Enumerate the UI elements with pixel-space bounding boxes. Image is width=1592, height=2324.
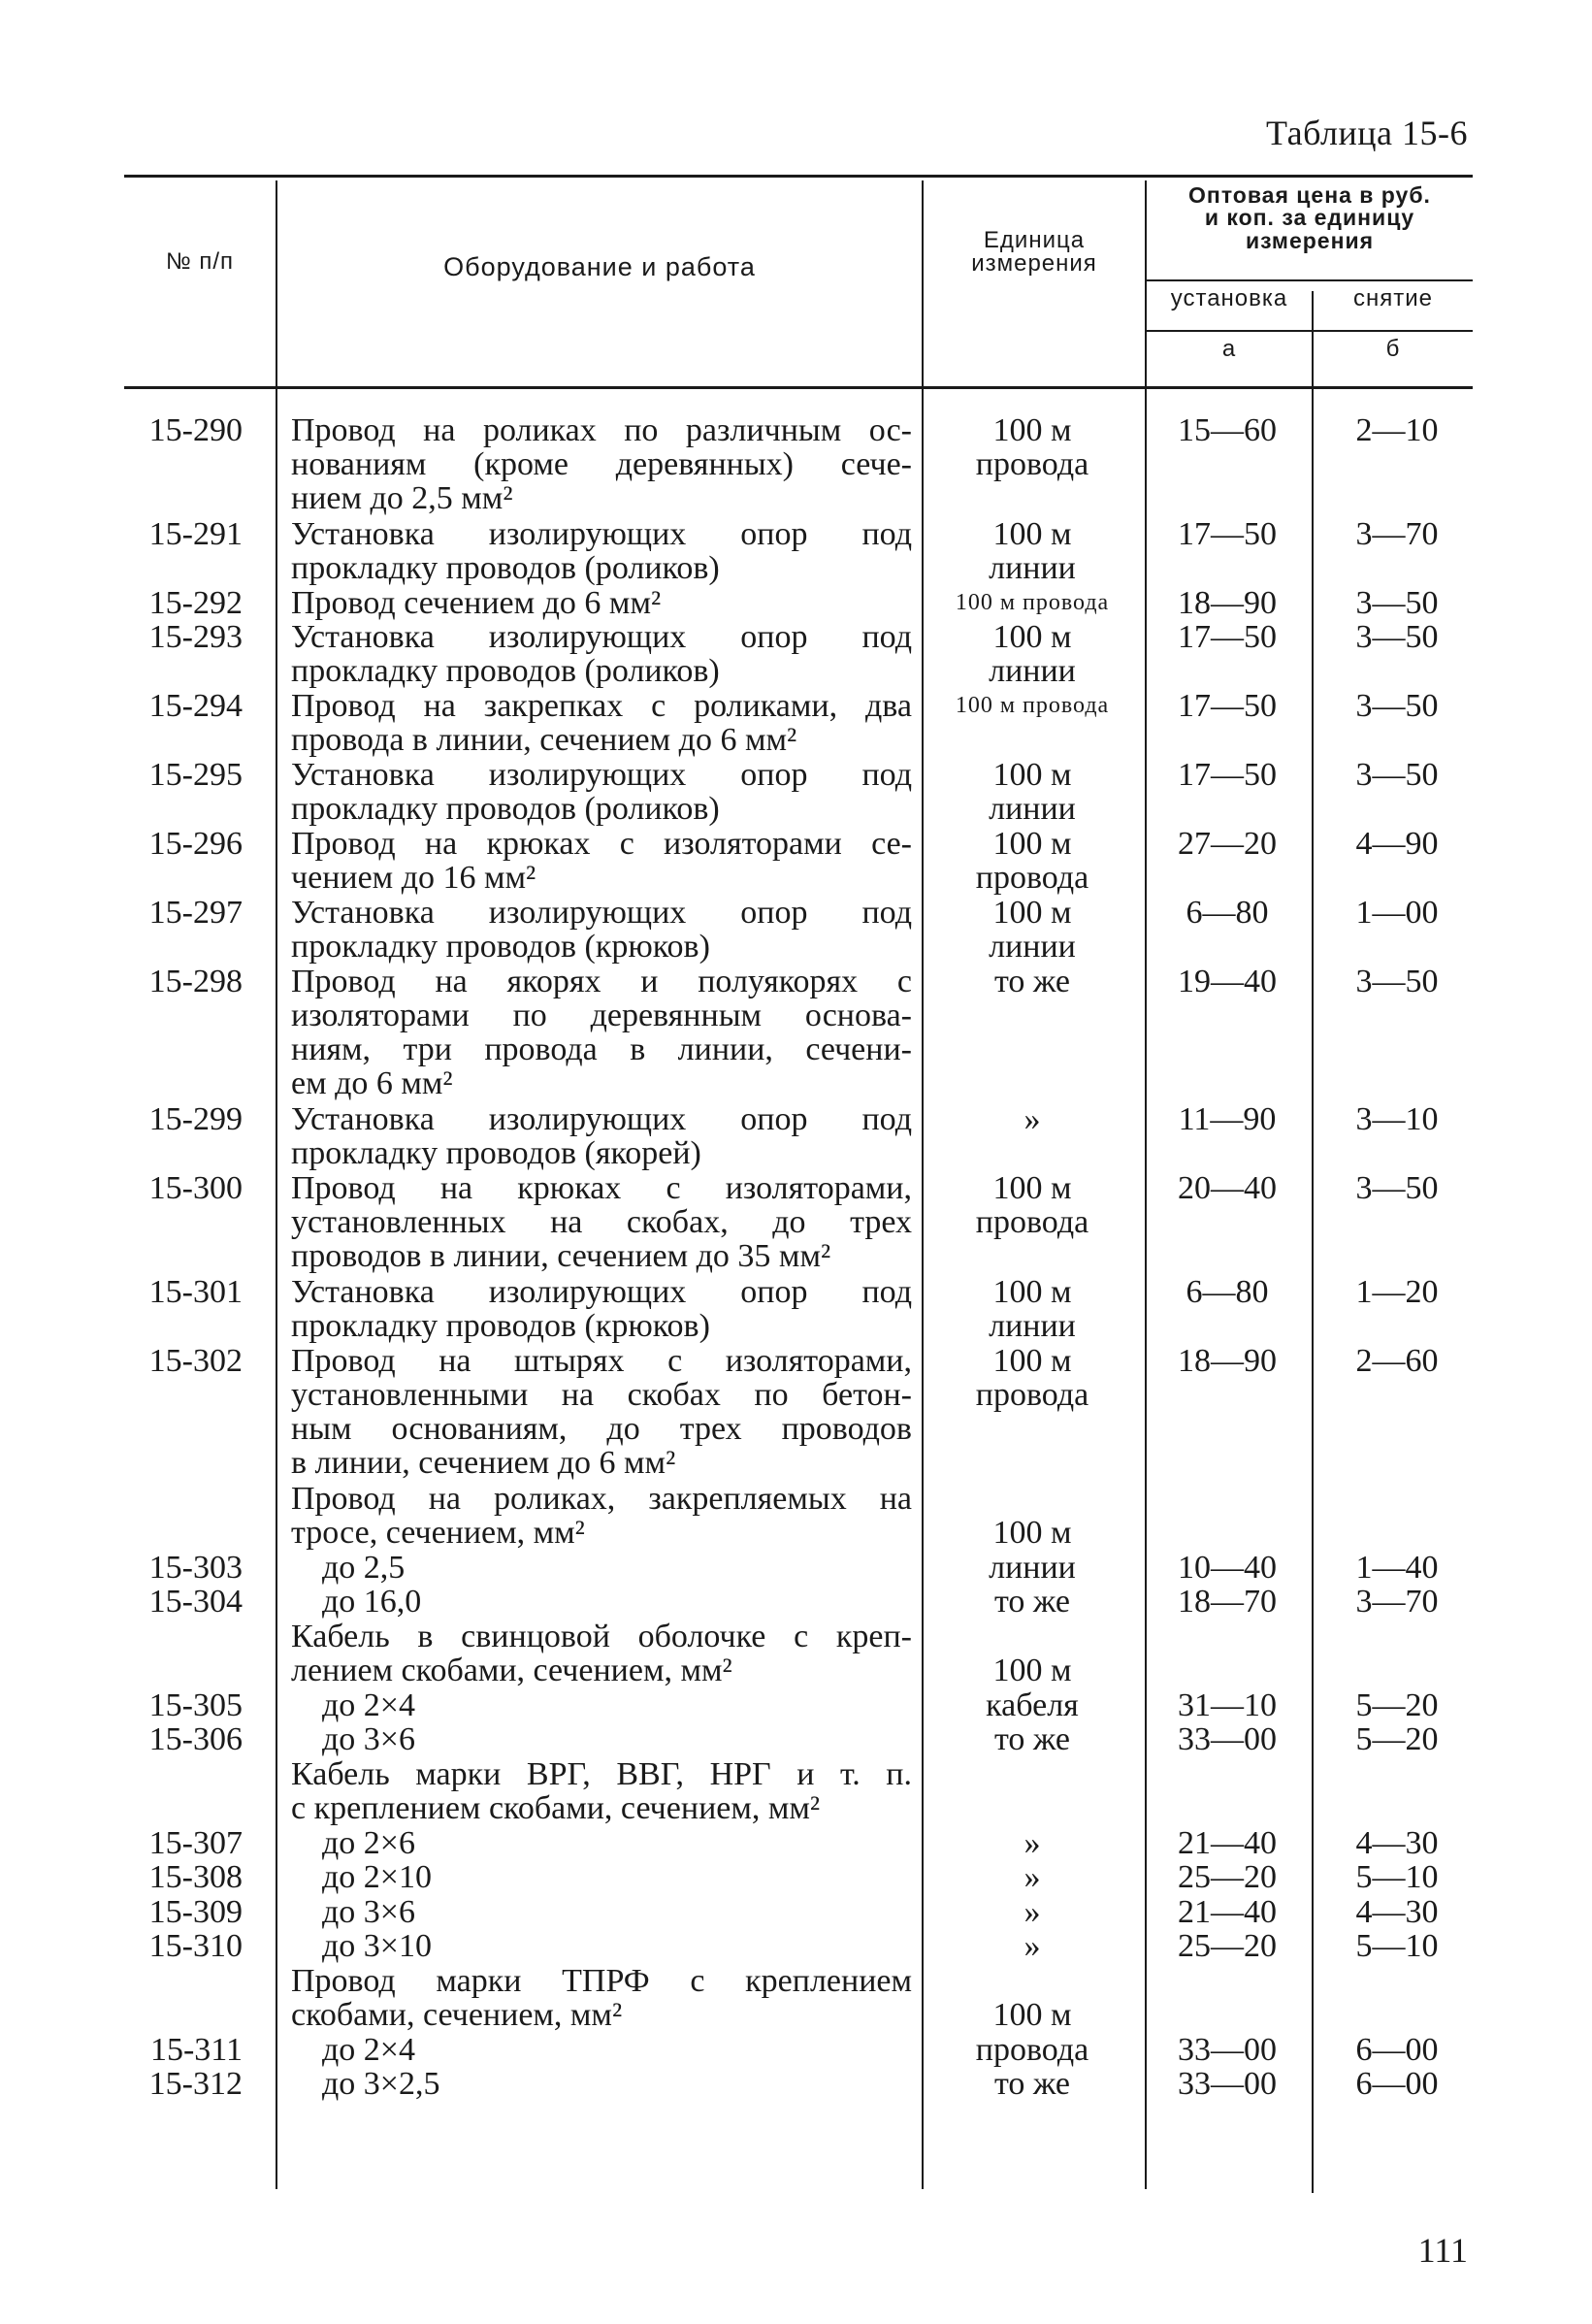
row-unit: [922, 1585, 1143, 1619]
row-number: 15-290: [148, 412, 243, 448]
description-line: с креплением скобами, сечением, мм²: [291, 1790, 821, 1825]
row-description: [291, 1826, 912, 1860]
row-number: 15-307: [148, 1824, 243, 1861]
price-install: 25—20: [1178, 1859, 1277, 1895]
row-number: 15-306: [148, 1721, 243, 1757]
unit-line: 100 м: [992, 1343, 1072, 1378]
row-number: 15-312: [148, 2066, 243, 2102]
unit-line: линии: [989, 1550, 1076, 1585]
row-unit: [922, 1344, 1143, 1412]
price-install: 31—10: [1178, 1686, 1277, 1723]
description-line: провода в линии, сечением до 6 мм²: [291, 723, 797, 757]
unit-line: »: [1023, 1860, 1041, 1894]
description-line: прокладку проводов (крюков): [291, 930, 710, 964]
description-line: до 3×6: [322, 1722, 415, 1756]
description-line: Провод на закрепках с роликами, два: [291, 689, 912, 723]
description-line: прокладку проводов (крюков): [291, 1308, 710, 1343]
description-line: прокладку проводов (якорей): [291, 1136, 701, 1170]
row-number: 15-310: [148, 1928, 243, 1964]
row-unit: [922, 1102, 1143, 1136]
row-number: 15-299: [148, 1101, 243, 1137]
description-line: Провод сечением до 6 мм²: [291, 585, 662, 620]
unit-line: то же: [993, 2067, 1071, 2101]
description-line: Провод на крюках с изоляторами,: [291, 1171, 912, 1205]
row-description: [291, 2067, 912, 2101]
description-line: ным основаниям, до трех проводов: [291, 1411, 912, 1446]
row-unit: [922, 620, 1143, 688]
price-remove: 3—10: [1355, 1101, 1439, 1137]
row-unit: [922, 1171, 1143, 1239]
description-line: Провод на роликах, закрепляемых на: [291, 1481, 912, 1516]
description-line: Провод на якорях и полуякорях с: [291, 965, 912, 998]
price-install: 17—50: [1178, 688, 1277, 724]
unit-line: [922, 1482, 1143, 1516]
row-number: 15-297: [148, 895, 243, 931]
description-line: до 2×4: [322, 2032, 415, 2067]
row-unit: [922, 1482, 1143, 1550]
unit-line: провода: [975, 1377, 1089, 1412]
row-description: [291, 1929, 912, 1963]
row-unit: [922, 1757, 1143, 1791]
row-description: [291, 827, 912, 895]
description-line: ем до 6 мм²: [291, 1066, 453, 1100]
price-remove: 4—90: [1355, 826, 1439, 862]
row-description: [291, 1620, 912, 1687]
price-install: 17—50: [1178, 515, 1277, 552]
row-number: 15-296: [148, 826, 243, 862]
unit-line: 100 м: [992, 1171, 1072, 1205]
row-description: [291, 1551, 912, 1585]
row-unit: [922, 758, 1143, 826]
unit-line: 100 м: [992, 1515, 1072, 1550]
price-install: 21—40: [1178, 1893, 1277, 1930]
unit-line: »: [1023, 1825, 1041, 1860]
unit-line: линии: [989, 654, 1076, 688]
description-line: Провод на роликах по различным ос-: [291, 413, 912, 447]
price-install: 33—00: [1178, 1721, 1277, 1757]
price-remove: 5—20: [1355, 1721, 1439, 1757]
description-line: до 2×10: [322, 1860, 432, 1894]
row-number: 15-309: [148, 1893, 243, 1930]
row-description: [291, 1757, 912, 1825]
row-description: [291, 620, 912, 688]
row-number: 15-304: [148, 1584, 243, 1620]
header-price-line-3: измерения: [1245, 227, 1375, 253]
header-remove: снятие: [1353, 285, 1433, 311]
unit-line: то же: [993, 965, 1071, 998]
price-remove: 3—50: [1355, 688, 1439, 724]
unit-line: провода: [975, 1205, 1089, 1239]
price-install: 6—80: [1186, 895, 1269, 931]
row-unit: [922, 586, 1143, 620]
unit-line: кабеля: [986, 1687, 1079, 1722]
header-unit-line-1: Единица: [983, 227, 1086, 253]
description-line: Установка изолирующих опор под: [291, 896, 912, 930]
header-price-line-1: Оптовая цена в руб.: [1188, 182, 1431, 208]
row-unit: [922, 1860, 1143, 1894]
description-line: Кабель марки ВРГ, ВВГ, НРГ и т. п.: [291, 1756, 912, 1791]
price-install: 17—50: [1178, 619, 1277, 655]
unit-line: 100 м провода: [955, 693, 1110, 718]
row-unit: [922, 689, 1143, 723]
row-unit: [922, 1275, 1143, 1343]
description-line: ниям, три провода в линии, сечени-: [291, 1032, 912, 1066]
row-description: [291, 965, 912, 1100]
description-line: до 2×6: [322, 1825, 415, 1860]
row-unit: [922, 2067, 1143, 2101]
description-line: Провод на штырях с изоляторами,: [291, 1343, 912, 1378]
row-number: 15-303: [148, 1549, 243, 1586]
unit-line: линии: [989, 792, 1076, 826]
description-line: чением до 16 мм²: [291, 861, 536, 895]
row-description: [291, 1585, 912, 1619]
unit-line: 100 м: [992, 413, 1072, 447]
price-remove: 3—50: [1355, 964, 1439, 999]
unit-line: 100 м: [992, 827, 1072, 861]
price-remove: 1—00: [1355, 895, 1439, 931]
row-description: [291, 1895, 912, 1929]
page-number: 111: [1417, 2231, 1468, 2270]
price-remove: 4—30: [1355, 1824, 1439, 1861]
row-description: [291, 1171, 912, 1273]
unit-line: »: [1023, 1894, 1041, 1929]
price-install: 25—20: [1178, 1928, 1277, 1964]
price-install: 18—90: [1178, 584, 1277, 621]
row-number: 15-308: [148, 1859, 243, 1895]
description-line: Установка изолирующих опор под: [291, 516, 912, 551]
unit-line: 100 м: [992, 516, 1072, 551]
price-install: 11—90: [1178, 1101, 1277, 1137]
price-install: 17—50: [1178, 757, 1277, 793]
unit-line: 100 м: [992, 1274, 1072, 1309]
row-description: [291, 1102, 912, 1170]
row-number: 15-292: [148, 584, 243, 621]
price-install: 33—00: [1178, 2031, 1277, 2068]
price-install: 20—40: [1178, 1170, 1277, 1206]
price-subheader-rule: [1145, 279, 1473, 281]
ab-subheader-rule: [1145, 330, 1473, 332]
row-unit: [922, 2033, 1143, 2067]
unit-line: провода: [975, 861, 1089, 895]
row-unit: [922, 413, 1143, 481]
unit-line: 100 м: [992, 1997, 1072, 2032]
row-number: 15-311: [149, 2031, 243, 2068]
row-description: [291, 689, 912, 757]
unit-line: 100 м: [992, 896, 1072, 930]
price-remove: 3—50: [1355, 757, 1439, 793]
row-unit: [922, 896, 1143, 964]
row-unit: [922, 1551, 1143, 1585]
description-line: изоляторами по деревянным основа-: [291, 998, 912, 1032]
row-number: 15-302: [148, 1342, 243, 1379]
unit-line: линии: [989, 930, 1076, 964]
description-line: прокладку проводов (роликов): [291, 792, 720, 826]
description-line: до 3×6: [322, 1894, 415, 1929]
unit-line: »: [1023, 1102, 1041, 1136]
description-line: Установка изолирующих опор под: [291, 758, 912, 792]
unit-line: провода: [975, 447, 1089, 481]
price-remove: 6—00: [1355, 2066, 1439, 2102]
row-description: [291, 1688, 912, 1722]
table-title: Таблица 15-6: [1266, 114, 1468, 152]
header-price: [1147, 184, 1473, 252]
row-description: [291, 1482, 912, 1550]
row-description: [291, 1344, 912, 1480]
price-remove: 6—00: [1355, 2031, 1439, 2068]
price-install: 10—40: [1178, 1549, 1277, 1586]
description-line: прокладку проводов (роликов): [291, 550, 720, 585]
description-line: в линии, сечением до 6 мм²: [291, 1445, 676, 1480]
price-remove: 2—10: [1355, 412, 1439, 448]
price-install: 18—70: [1178, 1584, 1277, 1620]
row-number: 15-300: [148, 1170, 243, 1206]
description-line: до 3×2,5: [322, 2067, 440, 2101]
price-remove: 4—30: [1355, 1893, 1439, 1930]
description-line: Провод на крюках с изоляторами се-: [291, 827, 912, 861]
description-line: прокладку проводов (роликов): [291, 654, 720, 688]
description-line: установленными на скобах по бетон-: [291, 1377, 912, 1412]
row-unit: [922, 1826, 1143, 1860]
column-separator-1: [276, 180, 277, 2189]
header-install: установка: [1170, 285, 1288, 311]
header-unit: [924, 229, 1145, 277]
price-remove: 3—50: [1355, 619, 1439, 655]
row-unit: [922, 1895, 1143, 1929]
row-description: [291, 413, 912, 515]
description-line: до 3×10: [322, 1929, 432, 1963]
description-line: Провод марки ТПРФ с креплением: [291, 1963, 912, 1998]
description-line: нием до 2,5 мм²: [291, 481, 513, 515]
unit-line: то же: [993, 1585, 1071, 1619]
row-unit: [922, 965, 1143, 998]
price-remove: 3—50: [1355, 584, 1439, 621]
row-description: [291, 1860, 912, 1894]
description-line: Установка изолирующих опор под: [291, 620, 912, 654]
header-num: № п/п: [165, 248, 235, 275]
column-separator-3: [1145, 180, 1147, 2189]
row-number: 15-305: [148, 1686, 243, 1723]
description-line: установленных на скобах, до трех: [291, 1205, 912, 1239]
row-unit: [922, 1620, 1143, 1687]
price-remove: 3—70: [1355, 515, 1439, 552]
unit-line: линии: [989, 550, 1076, 585]
row-number: 15-293: [148, 619, 243, 655]
description-line: тросе, сечением, мм²: [291, 1515, 585, 1550]
unit-line: то же: [993, 1722, 1071, 1756]
price-remove: 3—70: [1355, 1584, 1439, 1620]
row-unit: [922, 517, 1143, 585]
row-number: 15-295: [148, 757, 243, 793]
description-line: до 2×4: [322, 1687, 415, 1722]
price-remove: 5—20: [1355, 1686, 1439, 1723]
header-top-rule: [124, 175, 1473, 178]
description-line: лением скобами, сечением, мм²: [291, 1653, 732, 1687]
header-col-b: б: [1385, 336, 1401, 362]
header-col-a: а: [1221, 336, 1237, 362]
price-remove: 1—20: [1355, 1273, 1439, 1310]
row-description: [291, 2033, 912, 2067]
price-remove: 5—10: [1355, 1928, 1439, 1964]
row-description: [291, 517, 912, 585]
price-install: 33—00: [1178, 2066, 1277, 2102]
row-unit: [922, 827, 1143, 895]
unit-line: »: [1023, 1929, 1041, 1963]
description-line: Установка изолирующих опор под: [291, 1102, 912, 1136]
row-description: [291, 758, 912, 826]
description-line: нованиям (кроме деревянных) сече-: [291, 447, 912, 481]
description-line: до 16,0: [322, 1585, 422, 1619]
price-install: 21—40: [1178, 1824, 1277, 1861]
header-equipment: Оборудование и работа: [443, 252, 756, 281]
row-description: [291, 1275, 912, 1343]
description-line: Кабель в свинцовой оболочке с креп-: [291, 1619, 912, 1653]
row-unit: [922, 1722, 1143, 1756]
row-unit: [922, 1964, 1143, 2032]
row-description: [291, 896, 912, 964]
description-line: скобами, сечением, мм²: [291, 1997, 623, 2032]
price-remove: 1—40: [1355, 1549, 1439, 1586]
unit-line: [922, 1757, 1143, 1791]
row-unit: [922, 1929, 1143, 1963]
price-install: 15—60: [1178, 412, 1277, 448]
row-number: 15-291: [148, 515, 243, 552]
column-separator-4: [1312, 291, 1314, 2193]
price-remove: 2—60: [1355, 1342, 1439, 1379]
unit-line: 100 м: [992, 758, 1072, 792]
unit-line: [922, 1964, 1143, 1998]
row-number: 15-301: [148, 1273, 243, 1310]
row-number: 15-294: [148, 688, 243, 724]
row-description: [291, 1964, 912, 2032]
price-remove: 5—10: [1355, 1859, 1439, 1895]
price-install: 27—20: [1178, 826, 1277, 862]
unit-line: 100 м: [992, 620, 1072, 654]
header-price-line-2: и коп. за единицу: [1204, 205, 1415, 231]
unit-line: провода: [975, 2032, 1089, 2067]
unit-line: линии: [989, 1308, 1076, 1343]
row-description: [291, 586, 912, 620]
row-number: 15-298: [148, 964, 243, 999]
price-install: 18—90: [1178, 1342, 1277, 1379]
price-install: 6—80: [1186, 1273, 1269, 1310]
price-install: 19—40: [1178, 964, 1277, 999]
description-line: до 2,5: [322, 1550, 406, 1585]
description-line: Установка изолирующих опор под: [291, 1274, 912, 1309]
unit-line: [922, 1620, 1143, 1653]
row-description: [291, 1722, 912, 1756]
unit-line: 100 м: [992, 1653, 1072, 1687]
description-line: проводов в линии, сечением до 35 мм²: [291, 1239, 831, 1273]
header-bottom-rule: [124, 386, 1473, 389]
price-remove: 3—50: [1355, 1170, 1439, 1206]
header-unit-line-2: измерения: [971, 250, 1097, 278]
unit-line: 100 м провода: [955, 589, 1110, 615]
row-unit: [922, 1688, 1143, 1722]
